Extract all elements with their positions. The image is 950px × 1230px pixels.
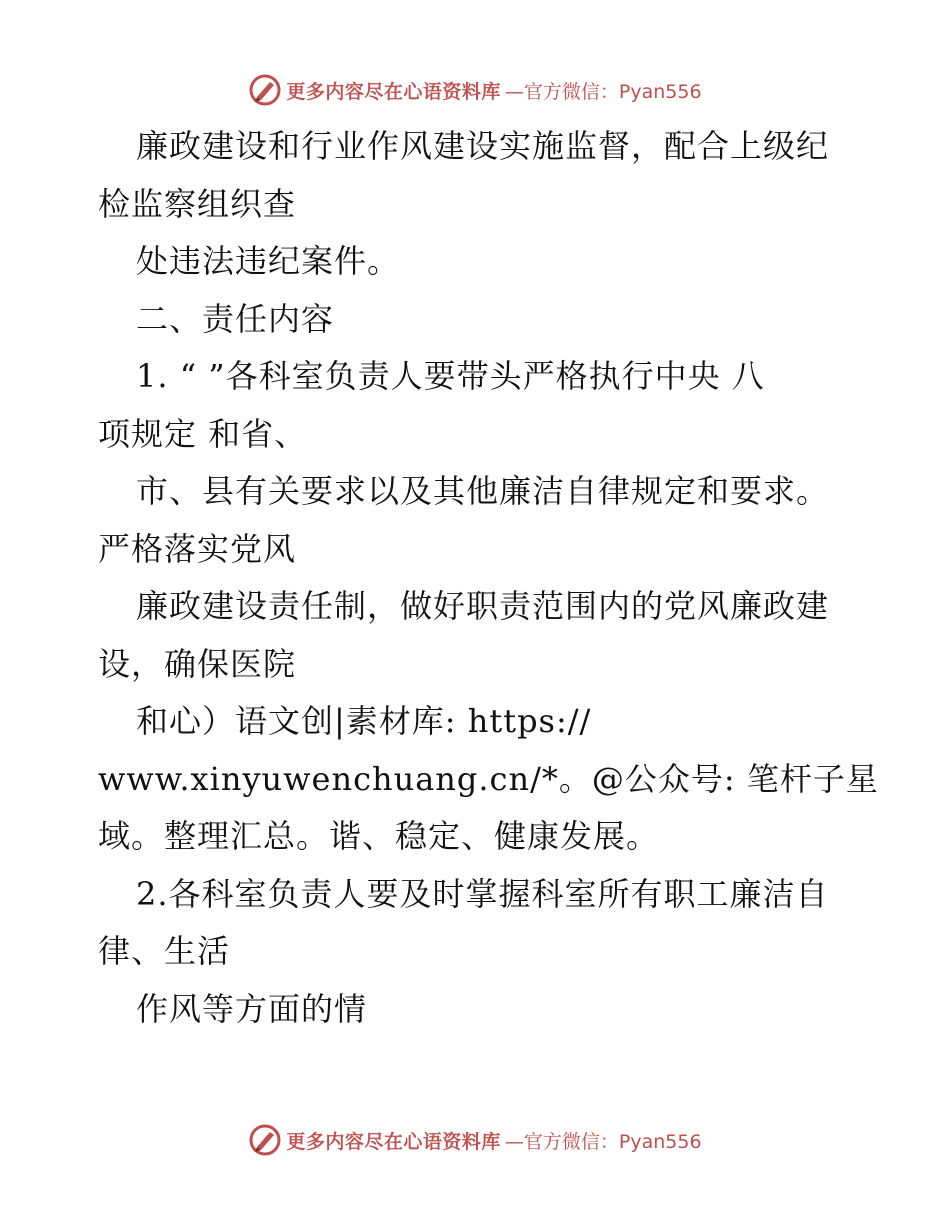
- body-line: 律、生活: [98, 932, 231, 970]
- body-line: 1. “ ”各科室负责人要带头严格执行中央 八: [136, 357, 765, 395]
- header-banner-sub-text: —官方微信：Pyan556: [504, 80, 702, 103]
- document-body: [98, 118, 879, 1038]
- body-line: 严格落实党风: [98, 529, 297, 568]
- footer-banner: [0, 1120, 950, 1160]
- body-line: 处违法违纪案件。: [136, 242, 401, 280]
- pen-logo-icon: [248, 1123, 282, 1157]
- footer-banner-main-text: 更多内容尽在心语资料库: [286, 1130, 501, 1153]
- body-line: 域。整理汇总。谐、稳定、健康发展。: [98, 817, 660, 855]
- header-banner: [0, 70, 950, 110]
- body-line: www.xinyuwenchuang.cn/*。@公众号: 笔杆子星: [98, 759, 879, 798]
- pen-logo-icon: [248, 73, 282, 107]
- footer-banner-sub-text: —官方微信：Pyan556: [504, 1130, 702, 1153]
- body-line: 和心）语文创|素材库: https://: [136, 702, 592, 740]
- header-banner-main-text: 更多内容尽在心语资料库: [286, 80, 501, 103]
- body-line: 检监察组织查: [98, 184, 297, 223]
- body-line: 项规定 和省、: [98, 414, 308, 453]
- body-line: 市、县有关要求以及其他廉洁自律规定和要求。: [136, 472, 830, 510]
- body-line: 廉政建设和行业作风建设实施监督，配合上级纪: [136, 127, 830, 165]
- body-line: 设，确保医院: [98, 644, 297, 683]
- body-line: 廉政建设责任制，做好职责范围内的党风廉政建: [136, 587, 830, 625]
- body-line: 作风等方面的情: [136, 989, 368, 1028]
- section-heading: 二、责任内容: [136, 299, 335, 338]
- body-line: 2.各科室负责人要及时掌握科室所有职工廉洁自: [136, 874, 829, 913]
